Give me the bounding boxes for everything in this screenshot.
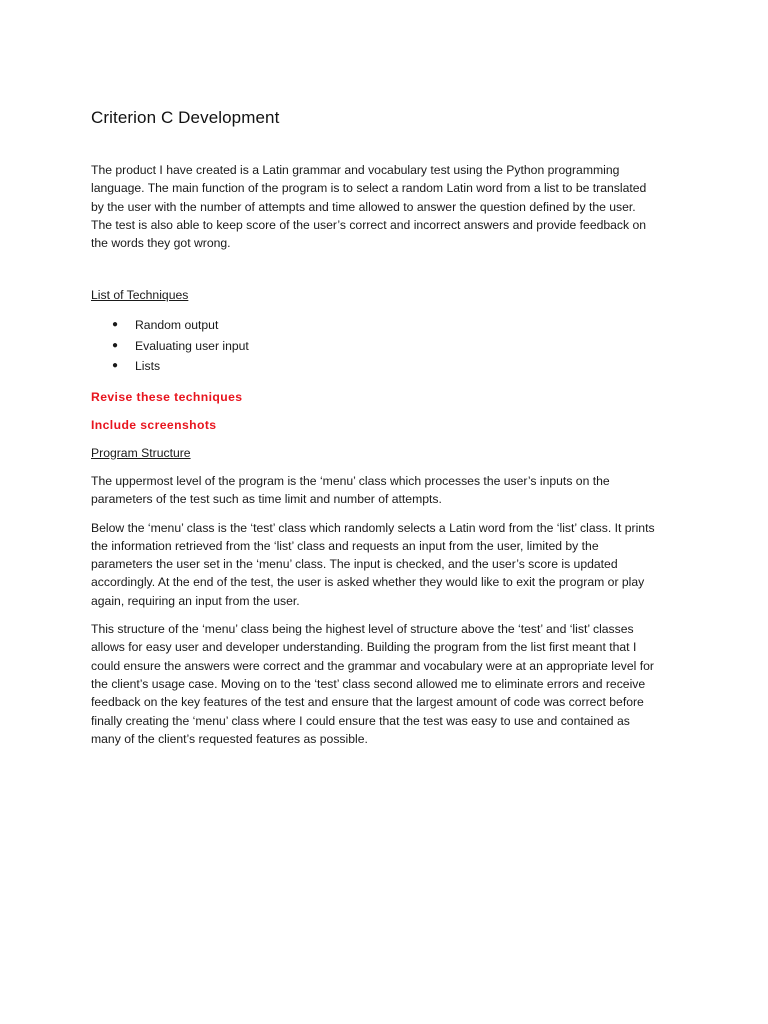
bullet-icon: ● (112, 339, 119, 351)
techniques-heading: List of Techniques (91, 288, 189, 303)
list-item (109, 336, 658, 357)
technique-label: Random output (135, 318, 219, 333)
revise-note: Revise these techniques (91, 389, 243, 404)
screenshots-note: Include screenshots (91, 417, 217, 432)
list-item (109, 315, 658, 336)
structure-paragraph: This structure of the ‘menu’ class being the highest level of structure above the ‘test’ and ‘list’ classes allows for easy user and developer understanding. Building the program from the list first meant that I could ensure the answers were correct and the grammar and vocabulary were at an appropriate level for the client’s usage case. Moving on to the ‘test’ class second allowed me to eliminate errors and receive feedback on the key features of the test and ensure that the largest amount of code was correct before finally creating the ‘menu’ class where I could ensure that the test was easy to use and contained as many of the client’s requested features as possible. (91, 622, 654, 746)
techniques-list (91, 315, 658, 377)
list-item (109, 356, 658, 377)
structure-heading: Program Structure (91, 445, 191, 460)
bullet-icon: ● (112, 319, 119, 331)
technique-label: Evaluating user input (135, 338, 249, 353)
bullet-icon: ● (112, 360, 119, 372)
intro-paragraph: The product I have created is a Latin grammar and vocabulary test using the Python programming language. The main function of the program is to select a random Latin word from a list to be translated by the user with the number of attempts and time allowed to answer the question defined by the user. The test is also able to keep score of the user’s correct and incorrect answers and provide feedback on the words they got wrong. (91, 163, 647, 251)
document-title: Criterion C Development (91, 108, 280, 127)
technique-label: Lists (135, 359, 161, 374)
structure-paragraph: The uppermost level of the program is the ‘menu’ class which processes the user’s inputs on the parameters of the test such as time limit and number of attempts. (91, 473, 610, 507)
structure-paragraph: Below the ‘menu’ class is the ‘test’ class which randomly selects a Latin word from the ‘list’ class. It prints the information retrieved from the ‘list’ class and requests an input from the user, limited by the parameters the user set in the ‘menu’ class. The input is checked, and the user’s score is updated accordingly. At the end of the test, the user is asked whether they would like to exit the program or play again, requiring an input from the user. (91, 520, 655, 608)
